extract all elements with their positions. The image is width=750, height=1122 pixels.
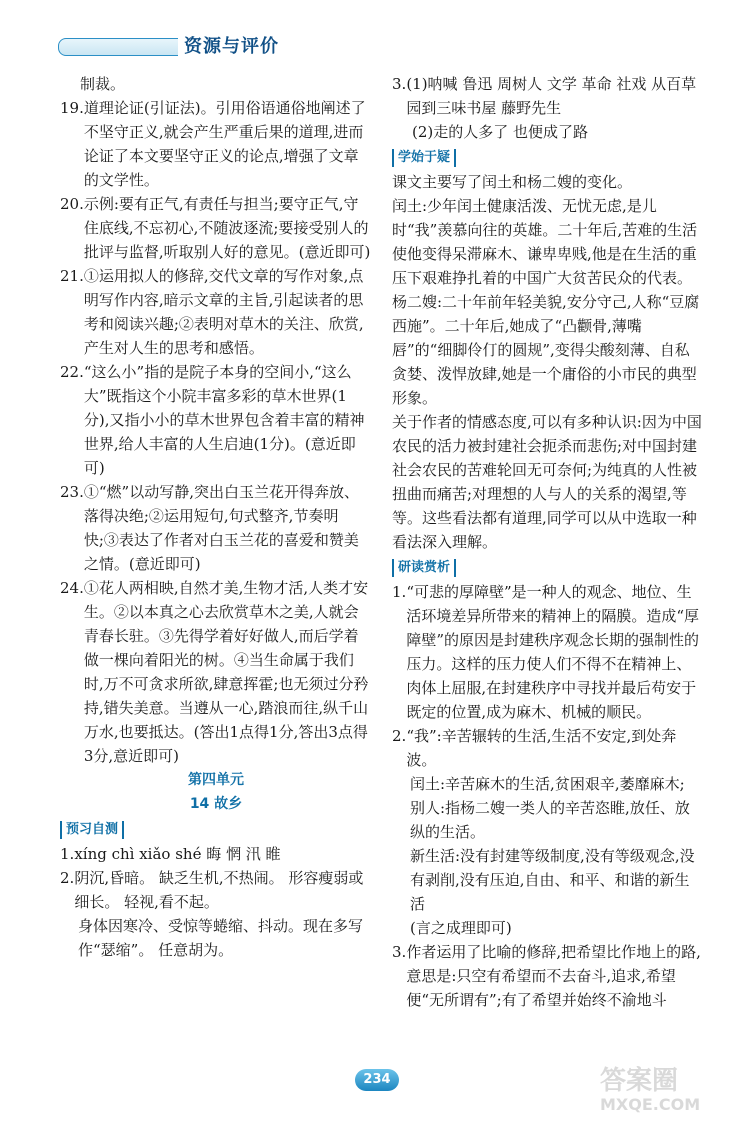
watermark bbox=[600, 1060, 700, 1114]
section-tag-preview: 预习自测 bbox=[60, 821, 124, 839]
header-title: 资源与评价 bbox=[178, 32, 285, 58]
answer-text: 阴沉,昏暗。 缺乏生机,不热闹。 形容瘦弱或细长。 轻视,看不起。 bbox=[74, 869, 364, 911]
text-line: 杨二嫂:二十年前年轻美貌,安分守己,人称“豆腐西施”。二十年后,她成了“凸颧骨,薄嘴唇”的“细脚伶仃的圆规”,变得尖酸刻薄、自私贪婪、泼悍放肆,她是一个庸俗的小市民的典型形象。 bbox=[392, 293, 700, 407]
text-line: 身体因寒冷、受惊等蜷缩、抖动。现在多写作“瑟缩”。 任意胡为。 bbox=[78, 917, 364, 959]
section-tag-question: 学始于疑 bbox=[392, 149, 456, 167]
watermark-text: 答案圈 bbox=[600, 1066, 679, 1096]
answer-number: 2. bbox=[60, 869, 75, 887]
answer-text: ①“燃”以动写静,突出白玉兰花开得奔放、落得决绝;②运用短句,句式整齐,节奏明快;③表达了作者对白玉兰花的喜爱和赞美之情。(意近即可) bbox=[83, 483, 359, 573]
answer-24 bbox=[60, 576, 372, 768]
answer-22 bbox=[60, 360, 372, 480]
page-header bbox=[58, 28, 308, 62]
analysis-3 bbox=[392, 940, 702, 1012]
text-line: (2)走的人多了 也便成了路 bbox=[412, 123, 589, 141]
answer-number: 19. bbox=[60, 99, 84, 117]
text-line: 闰土:辛苦麻木的生活,贫困艰辛,萎靡麻木; bbox=[410, 775, 685, 793]
text-line: 新生活:没有封建等级制度,没有等级观念,没有剥削,没有压迫,自由、和平、和谐的新生活 bbox=[410, 847, 695, 913]
page-number: 234 bbox=[355, 1069, 399, 1091]
analysis-1 bbox=[392, 580, 702, 724]
answer-number: 3. bbox=[392, 943, 407, 961]
left-column bbox=[60, 72, 372, 962]
answer-text: “可悲的厚障壁”是一种人的观念、地位、生活环境差异所带来的精神上的隔膜。造成“厚障壁”的原因是封建秩序观念长期的强制性的压力。这样的压力使人们不得不在精神上、肉体上屈服,在封建秩序中寻找并最后苟安于既定的位置,成为麻木、机械的顺民。 bbox=[406, 583, 699, 721]
analysis-2 bbox=[392, 724, 702, 772]
answer-text: (1)呐喊 鲁迅 周树人 文学 革命 社戏 从百草园到三味书屋 藤野先生 bbox=[406, 75, 697, 117]
text-line: 制裁。 bbox=[80, 75, 126, 93]
answer-text: 道理论证(引证法)。引用俗语通俗地阐述了不坚守正义,就会产生严重后果的道理,进而论证了本文要坚守正义的论点,增强了文章的文学性。 bbox=[83, 99, 366, 189]
answer-text: 作者运用了比喻的修辞,把希望比作地上的路,意思是:只空有希望而不去奋斗,追求,希望便“无所谓有”;有了希望并始终不渝地斗 bbox=[406, 943, 701, 1009]
answer-number: 1. bbox=[392, 583, 407, 601]
text-line: 关于作者的情感态度,可以有多种认识:因为中国农民的活力被封建社会扼杀而悲伤;对中国封建社会农民的苦难轮回无可奈何;为纯真的人性被扭曲而痛苦;对理想的人与人的关系的渴望,等等。这些看法都有道理,同学可以从中选取一种看法深入理解。 bbox=[392, 413, 702, 551]
preview-2 bbox=[60, 866, 372, 914]
watermark-url: MXQE.COM bbox=[600, 1095, 701, 1114]
section-tag-analysis: 研读赏析 bbox=[392, 559, 456, 577]
answer-text: 示例:要有正气,有责任与担当;要守正气,守住底线,不忘初心,不随波逐流;要接受别人的批评与监督,听取别人好的意见。(意近即可) bbox=[83, 195, 371, 261]
preview-1 bbox=[60, 842, 372, 866]
answer-20 bbox=[60, 192, 372, 264]
answer-number: 1. bbox=[60, 845, 75, 863]
answer-3 bbox=[392, 72, 702, 120]
right-column bbox=[392, 72, 702, 1012]
answer-21 bbox=[60, 264, 372, 360]
answer-23 bbox=[60, 480, 372, 576]
answer-number: 23. bbox=[60, 483, 84, 501]
lesson-title: 14 故乡 bbox=[189, 796, 243, 812]
answer-text: “这么小”指的是院子本身的空间小,“这么大”既指这个小院丰富多彩的草木世界(1分),又指小小的草木世界包含着丰富的精神世界,给人丰富的人生启迪(1分)。(意近即可) bbox=[83, 363, 365, 477]
answer-19 bbox=[60, 96, 372, 192]
text-line: 别人:指杨二嫂一类人的辛苦恣睢,放任、放纵的生活。 bbox=[410, 799, 690, 841]
answer-number: 20. bbox=[60, 195, 84, 213]
answer-number: 2. bbox=[392, 727, 407, 745]
answer-text: ①花人两相映,自然才美,生物才活,人类才安生。②以本真之心去欣赏草木之美,人就会青春长驻。③先得学着好好做人,而后学着做一棵向着阳光的树。④当生命属于我们时,万不可贪求所欲,肆意挥霍;也无须过分矜持,错失美意。当遵从一心,踏浪而往,纵千山万水,也要抵达。(答出1点得1分,答出3点得3分,意近即可) bbox=[83, 579, 369, 765]
answer-text: xíng chì xiǎo shé 晦 惘 汛 睢 bbox=[74, 845, 281, 863]
text-line: (言之成理即可) bbox=[410, 919, 512, 937]
answer-number: 22. bbox=[60, 363, 84, 381]
answer-number: 24. bbox=[60, 579, 84, 597]
text-line: 课文主要写了闰土和杨二嫂的变化。 bbox=[392, 173, 633, 191]
unit-title: 第四单元 bbox=[188, 772, 244, 788]
text-line: 闰土:少年闰土健康活泼、无忧无虑,是儿时“我”羡慕向往的英雄。二十年后,苦难的生活使他变得呆滞麻木、谦卑卑贱,他是在生活的重压下艰难挣扎着的中国广大贫苦民众的代表。 bbox=[392, 197, 698, 287]
answer-number: 3. bbox=[392, 75, 407, 93]
answer-text: “我”:辛苦辗转的生活,生活不安定,到处奔波。 bbox=[406, 727, 677, 769]
answer-text: ①运用拟人的修辞,交代文章的写作对象,点明写作内容,暗示文章的主旨,引起读者的思考和阅读兴趣;②表明对草木的关注、欣赏,产生对人生的思考和感悟。 bbox=[83, 267, 364, 357]
answer-number: 21. bbox=[60, 267, 84, 285]
